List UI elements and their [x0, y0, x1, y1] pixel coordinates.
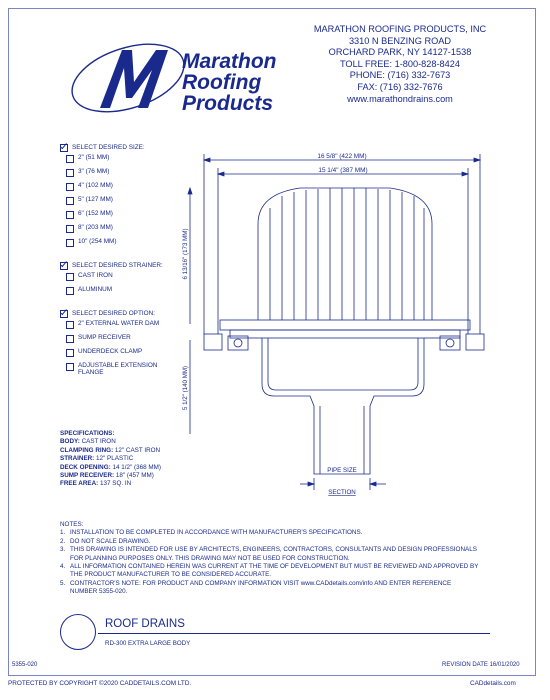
- size-option-label: 8" (203 MM): [78, 224, 113, 231]
- company-address1: 3310 N BENZING ROAD: [348, 35, 452, 46]
- size-option-label: 6" (152 MM): [78, 210, 113, 217]
- option-label: SUMP RECEIVER: [78, 334, 131, 341]
- size-group: [60, 140, 200, 252]
- drawing-title: ROOF DRAINS: [105, 618, 185, 630]
- company-name: MARATHON ROOFING PRODUCTS, INC: [313, 24, 487, 34]
- strainer-header-checkbox[interactable]: [60, 262, 68, 270]
- dim-overall-label: 16 5/8" (422 MM): [317, 153, 367, 160]
- title-divider: [98, 633, 490, 634]
- drawing-subtitle: RD-300 EXTRA LARGE BODY: [105, 640, 191, 647]
- dim-height-lower-label: 5 1/2" (140 MM): [182, 365, 189, 411]
- note-item: 2. DO NOT SCALE DRAWING.: [60, 537, 151, 545]
- notes: [60, 521, 480, 597]
- option-checkbox[interactable]: [66, 363, 74, 371]
- size-header: SELECT DESIRED SIZE:: [72, 143, 145, 151]
- option-header-checkbox[interactable]: [60, 310, 68, 318]
- logo-line3: Products: [182, 92, 274, 115]
- strainer-checkbox[interactable]: [66, 273, 74, 281]
- company-website[interactable]: www.marathondrains.com: [347, 93, 453, 104]
- strainer-header: SELECT DESIRED STRAINER:: [72, 261, 163, 269]
- company-info: [300, 24, 500, 105]
- size-option-label: 2" (51 MM): [78, 154, 110, 161]
- note-item: 5. CONTRACTOR'S NOTE: FOR PRODUCT AND COMPANY INFORMATION VISIT www.CADdetails.com/info AND ENTER REFERENCE NUMBER 5355-020.: [60, 579, 452, 596]
- note-item: 4. ALL INFORMATION CONTAINED HEREIN WAS CURRENT AT THE TIME OF DEVELOPMENT BUT MUST BE REVIEWED AND APPROVED BY THE PRODUCT MANUFACTURER TO BE CONSIDERED ACCURATE.: [60, 563, 479, 579]
- spec-row: SUMP RECEIVER: 18" (457 MM): [60, 472, 154, 480]
- option-checkbox[interactable]: [66, 335, 74, 343]
- dim-height-upper-label: 6 13/16" (173 MM): [182, 228, 189, 280]
- option-checkbox[interactable]: [66, 349, 74, 357]
- specifications: [60, 430, 280, 489]
- selection-checklist: [60, 140, 200, 382]
- spec-row: DECK OPENING: 14 1/2" (368 MM): [60, 463, 161, 471]
- note-item: 3. THIS DRAWING IS INTENDED FOR USE BY ARCHITECTS, ENGINEERS, CONTRACTORS, CONSULTANTS AND DESIGN PROFESSIONALS FOR PLANNING PURPOSES ONLY. THIS DRAWING MAY NOT BE USED FOR CONSTRUCTION.: [60, 546, 477, 562]
- strainer-option-label: ALUMINUM: [78, 286, 113, 293]
- revision-date: REVISION DATE 16/01/2020: [442, 662, 520, 668]
- company-phone: PHONE: (716) 332-7673: [349, 70, 451, 81]
- reference-number: 5355-020: [12, 662, 38, 668]
- option-label: 2" EXTERNAL WATER DAM: [78, 320, 160, 327]
- caddetails-logo[interactable]: CADdetails.com: [470, 680, 516, 687]
- spec-row: CLAMPING RING: 12" CAST IRON: [60, 446, 161, 454]
- strainer-group: [60, 258, 200, 300]
- copyright-footer: PROTECTED BY COPYRIGHT ©2020 CADDETAILS.COM LTD.: [8, 680, 192, 687]
- specs-heading: SPECIFICATIONS:: [60, 430, 115, 437]
- marathon-logo: [60, 36, 300, 126]
- note-item: 1. INSTALLATION TO BE COMPLETED IN ACCORDANCE WITH MANUFACTURER'S SPECIFICATIONS.: [60, 529, 363, 537]
- size-option-label: 3" (76 MM): [78, 168, 110, 175]
- size-checkbox[interactable]: [66, 155, 74, 163]
- size-checkbox[interactable]: [66, 225, 74, 233]
- size-checkbox[interactable]: [66, 239, 74, 247]
- size-option-label: 5" (127 MM): [78, 196, 113, 203]
- title-circle: [60, 614, 96, 650]
- company-fax: FAX: (716) 332-7676: [357, 81, 443, 92]
- section-label: SECTION: [328, 489, 356, 496]
- size-checkbox[interactable]: [66, 197, 74, 205]
- option-label: UNDERDECK CLAMP: [78, 348, 143, 355]
- spec-row: FREE AREA: 137 SQ. IN: [60, 480, 132, 488]
- size-checkbox[interactable]: [66, 211, 74, 219]
- size-checkbox[interactable]: [66, 169, 74, 177]
- strainer-checkbox[interactable]: [66, 287, 74, 295]
- option-checkbox[interactable]: [66, 321, 74, 329]
- notes-heading: NOTES:: [60, 521, 84, 528]
- size-checkbox[interactable]: [66, 183, 74, 191]
- company-tollfree: TOLL FREE: 1-800-828-8424: [339, 58, 460, 69]
- pipe-size-label: PIPE SIZE: [327, 467, 357, 474]
- size-option-label: 10" (254 MM): [78, 238, 117, 245]
- logo-line2: Roofing: [182, 71, 262, 94]
- size-option-label: 4" (102 MM): [78, 182, 113, 189]
- option-label: ADJUSTABLE EXTENSION FLANGE: [78, 362, 158, 376]
- size-header-checkbox[interactable]: [60, 144, 68, 152]
- company-address2: ORCHARD PARK, NY 14127-1538: [328, 47, 472, 58]
- option-header: SELECT DESIRED OPTION:: [72, 309, 155, 317]
- spec-row: STRAINER: 12" PLASTIC: [60, 455, 134, 463]
- spec-row: BODY: CAST IRON: [60, 438, 116, 446]
- logo-line1: Marathon: [182, 50, 277, 73]
- dim-inner-label: 15 1/4" (387 MM): [318, 167, 368, 174]
- option-group: [60, 306, 200, 376]
- strainer-option-label: CAST IRON: [78, 272, 113, 279]
